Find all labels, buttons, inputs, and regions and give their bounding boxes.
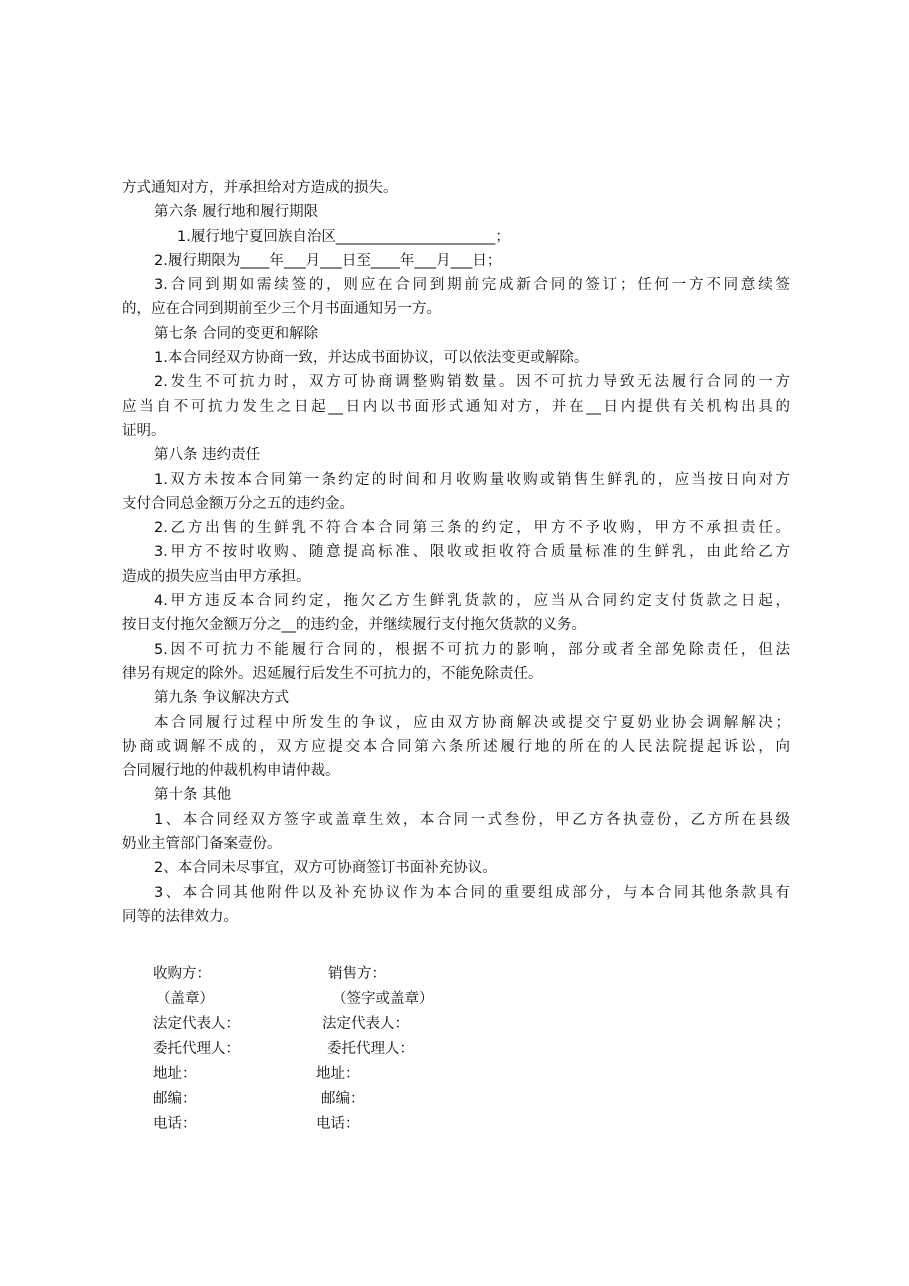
signature-row <box>153 962 553 987</box>
buyer-field-label: 邮编： <box>153 1091 197 1107</box>
text-line: 按日支付拖欠金额万分之__的违约金，并继续履行支付拖欠货款的义务。 <box>122 617 586 634</box>
text-line: 证明。 <box>122 422 166 439</box>
text-line: 1.履行地宁夏回族自治区______________________； <box>177 228 510 245</box>
seller-field-label: 电话： <box>316 1116 360 1132</box>
text-line: 2.发生不可抗力时，双方可协商调整购销数量。因不可抗力导致无法履行合同的一方 <box>154 374 790 391</box>
buyer-field-label: 法定代表人： <box>153 1016 240 1032</box>
signature-block <box>153 962 553 1137</box>
buyer-field-label: 电话： <box>153 1116 197 1132</box>
text-line: 3.合同到期如需续签的，则应在合同到期前完成新合同的签订；任何一方不同意续签 <box>154 277 790 294</box>
text-line: 1、本合同经双方签字或盖章生效，本合同一式叁份，甲乙方各执壹份，乙方所在县级 <box>154 811 790 828</box>
text-line: 3、本合同其他附件以及补充协议作为本合同的重要组成部分，与本合同其他条款具有 <box>154 884 790 901</box>
text-line: 第八条 违约责任 <box>154 447 261 464</box>
signature-row <box>153 1087 553 1112</box>
text-line: 的，应在合同到期前至少三个月书面通知另一方。 <box>122 301 441 318</box>
signature-row <box>153 1112 553 1137</box>
text-line: 2、本合同未尽事宜，双方可协商签订书面补充协议。 <box>154 860 497 877</box>
text-line: 支付合同总金额万分之五的违约金。 <box>122 495 354 512</box>
text-line: 第七条 合同的变更和解除 <box>154 325 319 342</box>
text-line: 1.双方未按本合同第一条约定的时间和月收购量收购或销售生鲜乳的，应当按日向对方 <box>154 471 790 488</box>
buyer-field-label: （盖章） <box>156 991 214 1007</box>
text-line: 2.履行期限为____年___月___日至____年___月___日； <box>154 252 502 269</box>
text-line: 第十条 其他 <box>154 787 232 804</box>
text-line: 应当自不可抗力发生之日起__日内以书面形式通知对方，并在__日内提供有关机构出具的 <box>122 398 790 415</box>
seller-field-label: 法定代表人： <box>322 1016 409 1032</box>
text-line: 4.甲方违反本合同约定，拖欠乙方生鲜乳货款的，应当从合同约定支付货款之日起， <box>154 593 790 610</box>
text-line: 合同履行地的仲裁机构申请仲裁。 <box>122 763 340 780</box>
text-line: 方式通知对方，并承担给对方造成的损失。 <box>122 180 398 196</box>
signature-row <box>153 1012 553 1037</box>
signature-row <box>153 1062 553 1087</box>
text-line: 协商或调解不成的，双方应提交本合同第六条所述履行地的所在的人民法院提起诉讼，向 <box>122 738 790 755</box>
buyer-field-label: 收购方： <box>153 966 211 982</box>
signature-row <box>153 987 553 1012</box>
text-line: 奶业主管部门备案壹份。 <box>122 836 282 853</box>
seller-field-label: （签字或盖章） <box>332 991 434 1007</box>
signature-row <box>153 1037 553 1062</box>
text-line: 同等的法律效力。 <box>122 908 238 925</box>
text-line: 1.本合同经双方协商一致，并达成书面协议，可以依法变更或解除。 <box>154 350 589 367</box>
text-line: 第六条 履行地和履行期限 <box>154 204 319 221</box>
buyer-field-label: 委托代理人： <box>153 1041 240 1057</box>
text-line: 本合同履行过程中所发生的争议，应由双方协商解决或提交宁夏奶业协会调解解决； <box>154 714 790 731</box>
seller-field-label: 委托代理人： <box>327 1041 414 1057</box>
buyer-field-label: 地址： <box>153 1066 197 1082</box>
text-line: 律另有规定的除外。迟延履行后发生不可抗力的，不能免除责任。 <box>122 665 543 682</box>
text-line: 2.乙方出售的生鲜乳不符合本合同第三条的约定，甲方不予收购，甲方不承担责任。 <box>154 520 790 537</box>
text-line: 造成的损失应当由甲方承担。 <box>122 568 311 585</box>
contract-body <box>122 176 790 929</box>
seller-field-label: 地址： <box>316 1066 360 1082</box>
text-line: 3.甲方不按时收购、随意提高标准、限收或拒收符合质量标准的生鲜乳，由此给乙方 <box>154 544 790 561</box>
seller-field-label: 邮编： <box>321 1091 365 1107</box>
text-line: 第九条 争议解决方式 <box>154 690 290 707</box>
seller-field-label: 销售方： <box>328 966 386 982</box>
text-line: 5.因不可抗力不能履行合同的，根据不可抗力的影响，部分或者全部免除责任，但法 <box>154 641 790 658</box>
